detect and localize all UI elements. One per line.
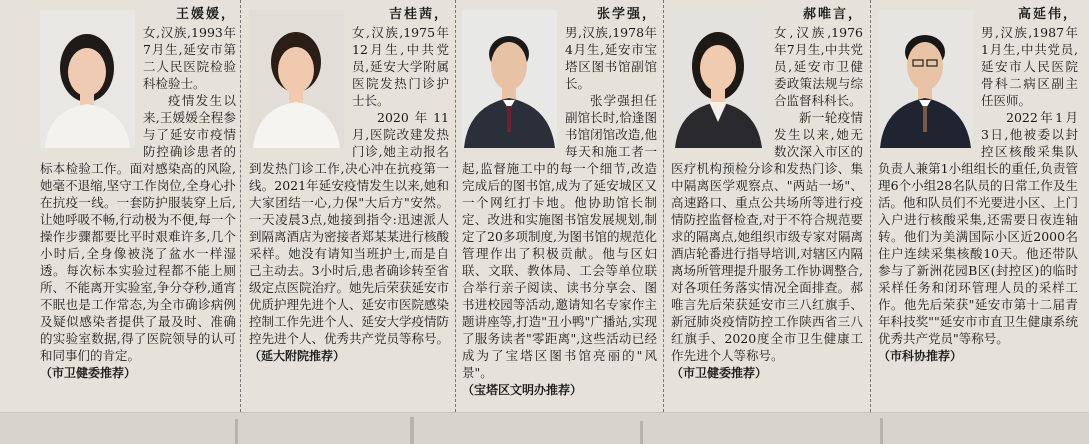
portrait-image [40, 10, 135, 148]
portrait-photo [671, 10, 766, 148]
decorative-mark [640, 421, 643, 444]
decorative-mark [410, 417, 414, 444]
profile-paragraph: 张学强担任副馆长时,恰逢图书馆闭馆改造,他每天和施工者一起,监督施工中的每一个细节,改造完成后的图书馆,成为了延安城区又一个网红打卡地。他协助馆长制定、改进和实施图书馆发展规划,制定了20多项制度,为图书馆的规范化管理作出了积极贡献。他与区妇联、文联、教体局、工会等单位联合举行亲子阅读、读书分享会、图书进校园等活动,邀请知名专家作主题讲座等,打造"丑小鸭"广播站,实现了服务读者"零距离",这些活动已经成为了宝塔区图书馆亮丽的"风景"。 [462, 93, 657, 380]
person-bio: 男,汉族,1978年4月生,延安市宝塔区图书馆副馆长。 [565, 25, 657, 91]
decorative-mark [235, 419, 238, 444]
person-name: 吉桂茜， [388, 7, 449, 22]
portrait-photo [878, 10, 973, 148]
person-bio: 女,汉族,1993年7月生,延安市第二人民医院检验科检验士。 [143, 25, 236, 91]
profile-gao-yanwei [878, 6, 1078, 414]
profile-wang-yuanyuan [40, 6, 236, 414]
person-name: 郝唯言， [802, 7, 863, 22]
recommender-label: （延大附院推荐） [249, 349, 346, 363]
portrait-photo [40, 10, 135, 148]
person-bio: 男,汉族,1987年1月生,中共党员,延安市人民医院骨科二病区副主任医师。 [981, 25, 1078, 108]
portrait-photo [249, 10, 344, 148]
column-divider [870, 0, 871, 412]
profile-paragraph: 2020年11月,医院改建发热门诊,她主动报名到发热门诊工作,决心冲在抗疫第一线。2021年延安疫情发生以来,她和大家团结一心,力保"大后方"安然。一天凌晨3点,她接到指令:迅速派人到隔离酒店为密接者郑某某进行核酸采样。她没有请知当班护士,而是自己主动去。3小时后,患者确诊转至省级定点医院治疗。她先后荣获延安市优质护理先进个人、延安市医院感染控制工作先进个人、延安大学疫情防控先进个人、优秀共产党员等称号。 [249, 110, 449, 346]
portrait-image [671, 10, 766, 148]
person-name: 张学强， [596, 7, 657, 22]
profile-paragraph: 新一轮疫情发生以来,她无数次深入市区的医疗机构预检分诊和发热门诊、集中隔离医学观察点、"两站一场"、高速路口、重点公共场所等进行疫情防控监督检查,对于不符合规范要求的隔离点,她组织市级专家对隔离酒店轮番进行指导培训,对辖区内隔离场所管理提升服务工作协调整合,对各项任务落实情况全面排查。郝唯言先后荣获延安市三八红旗手、新冠肺炎疫情防控工作陕西省三八红旗手、2020度全市卫生健康工作先进个人等称号。 [671, 110, 863, 363]
column-divider [455, 0, 456, 412]
decorative-mark [880, 418, 883, 444]
column-divider [663, 0, 664, 412]
person-bio: 女,汉族,1975年12月生,中共党员,延安大学附属医院发热门诊护士长。 [352, 25, 449, 108]
profile-hao-weiyan [671, 6, 863, 414]
recommender-label: （宝塔区文明办推荐） [462, 383, 583, 397]
profile-zhang-xueqiang [462, 6, 657, 414]
profile-ji-guiqian [249, 6, 449, 414]
person-bio: 女,汉族,1976年7月生,中共党员,延安市卫健委政策法规与综合监督科科长。 [774, 25, 863, 108]
recommender-label: （市卫健委推荐） [671, 366, 768, 380]
column-divider [240, 0, 241, 412]
recommender-label: （市科协推荐） [878, 349, 963, 363]
profile-paragraph: 疫情发生以来,王媛媛全程参与了延安市疫情防控确诊患者的标本检验工作。面对感染高的风险,她毫不退缩,坚守工作岗位,全身心扑在抗疫一线。一套防护服装穿上后,让她呼吸不畅,行动极为不便,每一个操作步骤都要比平时艰难许多,几个小时后,全身像被浇了盆水一样湿透。每次标本实验过程都不能上厕所、不能离开实验室,争分夺秒,通宵不眠也是工作常态,为全市确诊病例及疑似感染者提供了最及时、准确的实验室数据,得了医院领导的认可和同事们的肯定。 [40, 93, 236, 363]
portrait-image [878, 10, 973, 148]
person-name: 王媛媛， [175, 7, 236, 22]
portrait-image [249, 10, 344, 148]
recommender-label: （市卫健委推荐） [40, 366, 137, 380]
portrait-photo [462, 10, 557, 148]
page-footer-band [0, 412, 1089, 444]
portrait-image [462, 10, 557, 148]
profile-paragraph: 2022年1月3日,他被委以封控区核酸采集队负责人兼第1小组组长的重任,负责管理6个小组28名队员的日常工作及生活。他和队员们不光要进小区、上门入户进行核酸采集,还需要日夜连轴转。他们为美满国际小区近2000名住户连续采集核酸10天。他还带队参与了新洲花园B区(封控区)的临时采样任务和闭环管理人员的采样工作。他先后荣获"延安市第十二届青年科技奖""延安市市直卫生健康系统优秀共产党员"等称号。 [878, 110, 1078, 346]
person-name: 高延伟， [1017, 7, 1078, 22]
